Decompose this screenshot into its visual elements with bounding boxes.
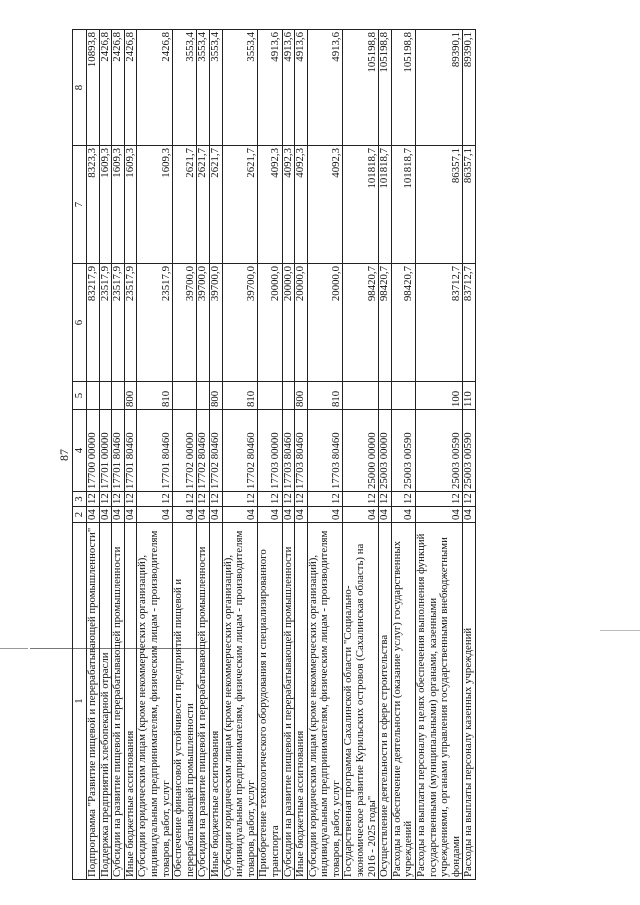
amount-cell: 2621,7 xyxy=(209,146,222,264)
amount-cell: 20000,0 xyxy=(307,264,343,382)
table-row xyxy=(87,30,100,880)
amount-cell: 4092,3 xyxy=(307,146,343,264)
section-code-cell: 04 xyxy=(343,507,379,523)
amount-cell: 2426,8 xyxy=(137,30,173,146)
subsection-code-cell: 12 xyxy=(282,492,295,507)
section-code-cell: 04 xyxy=(99,507,112,523)
amount-cell: 105198,8 xyxy=(379,30,392,146)
amount-cell: 1609,3 xyxy=(137,146,173,264)
expense-type-cell: 810 xyxy=(307,382,343,410)
expense-type-cell xyxy=(258,382,282,410)
expense-type-cell xyxy=(379,382,392,410)
amount-cell: 98420,7 xyxy=(391,264,415,382)
row-name-cell: Субсидии юридическим лицам (кроме некоммерческих организаций), индивидуальным предпринимателям, физическим лицам - производителям товаров, работ, услуг xyxy=(222,523,258,880)
target-article-cell: 17700 00000 xyxy=(87,410,100,492)
section-code-cell: 04 xyxy=(258,507,282,523)
target-article-cell: 17702 80460 xyxy=(222,410,258,492)
amount-cell: 2426,8 xyxy=(112,30,125,146)
amount-cell: 83712,7 xyxy=(463,264,476,382)
expense-type-cell: 800 xyxy=(124,382,137,410)
subsection-code-cell: 12 xyxy=(112,492,125,507)
subsection-code-cell: 12 xyxy=(209,492,222,507)
amount-cell: 4092,3 xyxy=(295,146,308,264)
expense-type-cell xyxy=(87,382,100,410)
amount-cell: 1609,3 xyxy=(124,146,137,264)
amount-cell: 2621,7 xyxy=(173,146,197,264)
expense-type-cell xyxy=(173,382,197,410)
amount-cell: 3553,4 xyxy=(222,30,258,146)
amount-cell: 89390,1 xyxy=(416,30,463,146)
expense-type-cell: 100 xyxy=(416,382,463,410)
amount-cell: 98420,7 xyxy=(379,264,392,382)
expense-type-cell xyxy=(391,382,415,410)
header-cell: 5 xyxy=(73,382,87,410)
expense-type-cell: 800 xyxy=(209,382,222,410)
table-row xyxy=(112,30,125,880)
subsection-code-cell: 12 xyxy=(173,492,197,507)
table-row xyxy=(391,30,415,880)
row-name-cell: Субсидии юридическим лицам (кроме некоммерческих организаций), индивидуальным предпринимателям, физическим лицам - производителям товаров, работ, услуг xyxy=(307,523,343,880)
amount-cell: 3553,4 xyxy=(197,30,210,146)
amount-cell: 20000,0 xyxy=(282,264,295,382)
expense-type-cell xyxy=(197,382,210,410)
row-name-cell: Субсидии на развитие пищевой и перерабатывающей промышленности xyxy=(112,523,125,880)
amount-cell: 98420,7 xyxy=(343,264,379,382)
scan-artifact-line xyxy=(600,630,640,631)
target-article-cell: 17702 00000 xyxy=(173,410,197,492)
amount-cell: 2621,7 xyxy=(222,146,258,264)
section-code-cell: 04 xyxy=(112,507,125,523)
subsection-code-cell: 12 xyxy=(197,492,210,507)
target-article-cell: 17702 80460 xyxy=(209,410,222,492)
section-code-cell: 04 xyxy=(197,507,210,523)
subsection-code-cell: 12 xyxy=(343,492,379,507)
target-article-cell: 17703 80460 xyxy=(282,410,295,492)
subsection-code-cell: 12 xyxy=(416,492,463,507)
row-name-cell: Государственная программа Сахалинской области "Социально-экономическое развитие Курильских островов (Сахалинская область) на 2016 - 2025 годы" xyxy=(343,523,379,880)
amount-cell: 101818,7 xyxy=(343,146,379,264)
amount-cell: 2621,7 xyxy=(197,146,210,264)
subsection-code-cell: 12 xyxy=(463,492,476,507)
amount-cell: 101818,7 xyxy=(391,146,415,264)
amount-cell: 86357,1 xyxy=(463,146,476,264)
amount-cell: 83217,9 xyxy=(87,264,100,382)
row-name-cell: Обеспечение финансовой устойчивости предприятий пищевой и перерабатывающей промышленности xyxy=(173,523,197,880)
section-code-cell: 04 xyxy=(209,507,222,523)
amount-cell: 39700,0 xyxy=(209,264,222,382)
target-article-cell: 25003 00590 xyxy=(463,410,476,492)
subsection-code-cell: 12 xyxy=(222,492,258,507)
header-cell: 2 xyxy=(73,507,87,523)
scan-artifact-line xyxy=(0,648,28,649)
amount-cell: 1609,3 xyxy=(99,146,112,264)
section-code-cell: 04 xyxy=(137,507,173,523)
section-code-cell: 04 xyxy=(173,507,197,523)
amount-cell: 86357,1 xyxy=(416,146,463,264)
header-cell: 7 xyxy=(73,146,87,264)
header-cell: 6 xyxy=(73,264,87,382)
row-name-cell: Расходы на выплаты персоналу в целях обеспечения выполнения функций государственными (муниципальными) органами, казенными учреждениями, органами управления государственными внебюджетными фондами xyxy=(416,523,463,880)
row-name-cell: Подпрограмма "Развитие пищевой и перерабатывающей промышленности" xyxy=(87,523,100,880)
table-row xyxy=(222,30,258,880)
target-article-cell: 17701 00000 xyxy=(99,410,112,492)
subsection-code-cell: 12 xyxy=(391,492,415,507)
target-article-cell: 25000 00000 xyxy=(343,410,379,492)
target-article-cell: 17703 00000 xyxy=(258,410,282,492)
header-cell: 1 xyxy=(73,523,87,880)
subsection-code-cell: 12 xyxy=(379,492,392,507)
row-name-cell: Расходы на обеспечение деятельности (оказание услуг) государственных учреждений xyxy=(391,523,415,880)
section-code-cell: 04 xyxy=(307,507,343,523)
table-row xyxy=(99,30,112,880)
rotated-page xyxy=(57,30,600,880)
amount-cell: 23517,9 xyxy=(137,264,173,382)
row-name-cell: Поддержка предприятий хлебопекарной отрасли xyxy=(99,523,112,880)
section-code-cell: 04 xyxy=(416,507,463,523)
amount-cell: 39700,0 xyxy=(173,264,197,382)
subsection-code-cell: 12 xyxy=(99,492,112,507)
expense-type-cell: 810 xyxy=(222,382,258,410)
subsection-code-cell: 12 xyxy=(137,492,173,507)
section-code-cell: 04 xyxy=(295,507,308,523)
row-name-cell: Осуществление деятельности в сфере строительства xyxy=(379,523,392,880)
amount-cell: 1609,3 xyxy=(112,146,125,264)
section-code-cell: 04 xyxy=(222,507,258,523)
table-row xyxy=(282,30,295,880)
section-code-cell: 04 xyxy=(463,507,476,523)
target-article-cell: 17701 80460 xyxy=(137,410,173,492)
section-code-cell: 04 xyxy=(379,507,392,523)
target-article-cell: 17701 80460 xyxy=(112,410,125,492)
header-cell: 8 xyxy=(73,30,87,146)
amount-cell: 2426,8 xyxy=(124,30,137,146)
expense-type-cell: 810 xyxy=(137,382,173,410)
amount-cell: 8323,3 xyxy=(87,146,100,264)
subsection-code-cell: 12 xyxy=(295,492,308,507)
table-row xyxy=(124,30,137,880)
expense-type-cell xyxy=(112,382,125,410)
amount-cell: 20000,0 xyxy=(295,264,308,382)
row-name-cell: Субсидии на развитие пищевой и перерабатывающей промышленности xyxy=(282,523,295,880)
target-article-cell: 17702 80460 xyxy=(197,410,210,492)
amount-cell: 23517,9 xyxy=(124,264,137,382)
target-article-cell: 25003 00590 xyxy=(391,410,415,492)
row-name-cell: Расходы на выплаты персоналу казенных учреждений xyxy=(463,523,476,880)
table-row xyxy=(258,30,282,880)
row-name-cell: Иные бюджетные ассигнования xyxy=(295,523,308,880)
amount-cell: 10893,8 xyxy=(87,30,100,146)
section-code-cell: 04 xyxy=(87,507,100,523)
subsection-code-cell: 12 xyxy=(307,492,343,507)
row-name-cell: Приобретение технологического оборудования и специализированного транспорта xyxy=(258,523,282,880)
amount-cell: 105198,8 xyxy=(391,30,415,146)
budget-table xyxy=(72,29,476,880)
expense-type-cell: 110 xyxy=(463,382,476,410)
table-row xyxy=(416,30,463,880)
table-row xyxy=(307,30,343,880)
target-article-cell: 25003 00590 xyxy=(416,410,463,492)
table-row xyxy=(209,30,222,880)
table-row xyxy=(137,30,173,880)
table-row xyxy=(197,30,210,880)
header-cell: 3 xyxy=(73,492,87,507)
amount-cell: 4913,6 xyxy=(295,30,308,146)
amount-cell: 89390,1 xyxy=(463,30,476,146)
table-row xyxy=(463,30,476,880)
table-row xyxy=(343,30,379,880)
subsection-code-cell: 12 xyxy=(258,492,282,507)
expense-type-cell xyxy=(99,382,112,410)
amount-cell: 3553,4 xyxy=(209,30,222,146)
amount-cell: 105198,8 xyxy=(343,30,379,146)
amount-cell: 101818,7 xyxy=(379,146,392,264)
amount-cell: 39700,0 xyxy=(197,264,210,382)
target-article-cell: 25003 00000 xyxy=(379,410,392,492)
target-article-cell: 17703 80460 xyxy=(307,410,343,492)
amount-cell: 4913,6 xyxy=(307,30,343,146)
row-name-cell: Иные бюджетные ассигнования xyxy=(209,523,222,880)
row-name-cell: Иные бюджетные ассигнования xyxy=(124,523,137,880)
amount-cell: 83712,7 xyxy=(416,264,463,382)
section-code-cell: 04 xyxy=(282,507,295,523)
subsection-code-cell: 12 xyxy=(87,492,100,507)
header-cell: 4 xyxy=(73,410,87,492)
target-article-cell: 17701 80460 xyxy=(124,410,137,492)
table-row xyxy=(379,30,392,880)
page-number: 87 xyxy=(57,449,71,461)
table-row xyxy=(295,30,308,880)
amount-cell: 23517,9 xyxy=(112,264,125,382)
amount-cell: 4092,3 xyxy=(282,146,295,264)
row-name-cell: Субсидии юридическим лицам (кроме некоммерческих организаций), индивидуальным предпринимателям, физическим лицам - производителям товаров, работ, услуг xyxy=(137,523,173,880)
expense-type-cell xyxy=(343,382,379,410)
amount-cell: 4913,6 xyxy=(282,30,295,146)
amount-cell: 39700,0 xyxy=(222,264,258,382)
amount-cell: 4092,3 xyxy=(258,146,282,264)
table-header-row xyxy=(73,30,87,880)
amount-cell: 23517,9 xyxy=(99,264,112,382)
expense-type-cell: 800 xyxy=(295,382,308,410)
amount-cell: 4913,6 xyxy=(258,30,282,146)
section-code-cell: 04 xyxy=(124,507,137,523)
amount-cell: 2426,8 xyxy=(99,30,112,146)
section-code-cell: 04 xyxy=(391,507,415,523)
row-name-cell: Субсидии на развитие пищевой и перерабатывающей промышленности xyxy=(197,523,210,880)
amount-cell: 20000,0 xyxy=(258,264,282,382)
table-row xyxy=(173,30,197,880)
target-article-cell: 17703 80460 xyxy=(295,410,308,492)
subsection-code-cell: 12 xyxy=(124,492,137,507)
expense-type-cell xyxy=(282,382,295,410)
amount-cell: 3553,4 xyxy=(173,30,197,146)
